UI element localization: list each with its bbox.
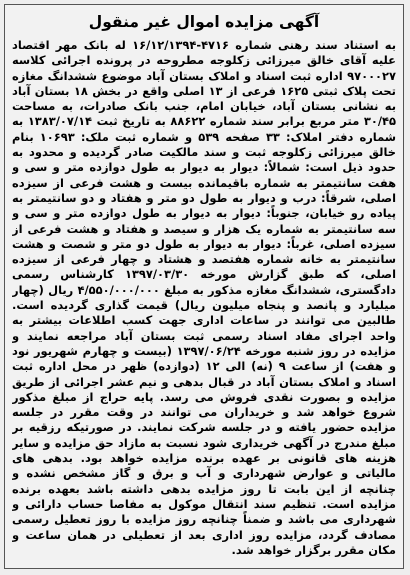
notice-body: به استناد سند رهنی شماره ۴۷۱۶-۱۶/۱۲/۱۳۹۴ له بانک مهر اقتصاد علیه آقای خالق میرزائی زکلوجه مطروحه در پرونده اجرائی کلاسه ۹۷۰۰۰۲۷ اداره ثبت اسناد و املاک بستان آباد موضوع ششدانگ مغازه تحت پلاک ثبتی ۱۶۲۵ فرعی از ۱۳ اصلی واقع در بخش ۱۸ بستان آباد به نشانی بستان آباد، خیابان امام، جنب بانک صادرات، به مساحت ۳۰/۴۵ متر مربع برابر سند شماره ۸۸۶۲۲ به تاریخ ثبت ۱۳۸۳/۰۷/۱۴ به شماره دفتر املاک: ۳۳ صفحه ۵۳۹ و شماره ثبت ملک: ۱۰۶۹۳ بنام خالق میرزائی زکلوجه ثبت و سند مالکیت صادر گردیده و محدود به حدود ذیل است: شمالاً: دیوار به دیوار به طول دوازده متر و سی و هفت سانتیمتر به شماره باقیمانده بیست و هشت فرعی از سیزده اصلی، شرقاً: درب و دیوار به طول دو متر و هفتاد و دو سانتیمتر به پیاده رو خیابان، جنوباً: دیوار به دیوار به طول دوازده متر و سی و سه سانتیمتر به شماره یک هزار و سیصد و هفتاد و هشت فرعی از سیزده اصلی، غرباً: دیوار به دیوار به طول دو متر و شصت و هشت سانتیمتر به خانه شماره هفتصد و هشتاد و چهار فرعی از سیزده اصلی، که طبق گزارش مورخه ۱۳۹۷/۰۳/۳۰ کارشناس رسمی دادگستری، ششدانگ مغازه مذکور به مبلغ ۴/۵۵۰/۰۰۰/۰۰۰ ریال (چهار میلیارد و پانصد و پنجاه میلیون ریال) قیمت گذاری گردیده است. طالبین می توانند در ساعات اداری جهت کسب اطلاعات بیشتر به واحد اجرای مفاد اسناد رسمی ثبت بستان آباد مراجعه نمایند و مزایده در روز شنبه مورخه ۱۳۹۷/۰۶/۲۴ (بیست و چهارم شهریور نود و هفت) از ساعت ۹ (نه) الی ۱۲ (دوازده) ظهر در محل اداره ثبت اسناد و املاک بستان آباد در قبال بدهی و نیم عشر اجرائی از طریق مزایده و بصورت نقدی فروش می رسد. پایه حراج از مبلغ مذکور شروع خواهد شد و خریداران می توانند در وقت مقرر در جلسه مزایده حضور یافته و در جلسه شرکت نمایند. در صورتیکه رزقیه بر مبلغ مندرج در آگهی خریداری شود نسبت به مازاد حق مزایده و سایر هزینه های قانونی بر عهده برنده مزایده خواهد بود. بدهی های مالیاتی و عوارض شهرداری و آب و برق و گاز مشخص نشده و چنانچه از این بابت تا روز مزایده بدهی داشته باشد بعهده برنده مزایده است. تنظیم سند انتقال موکول به مفاصا حساب دارائی و شهرداری می باشد و ضمناً چنانچه روز مزایده با روز تعطیل رسمی مصادف گردد، مزایده روز اداری بعد از تعطیلی در همان ساعت و مکان مقرر برگزار خواهد شد. [12,38,396,557]
notice-title: آگهی مزایده اموال غیر منقول [88,13,320,31]
notice-frame [4,4,404,569]
